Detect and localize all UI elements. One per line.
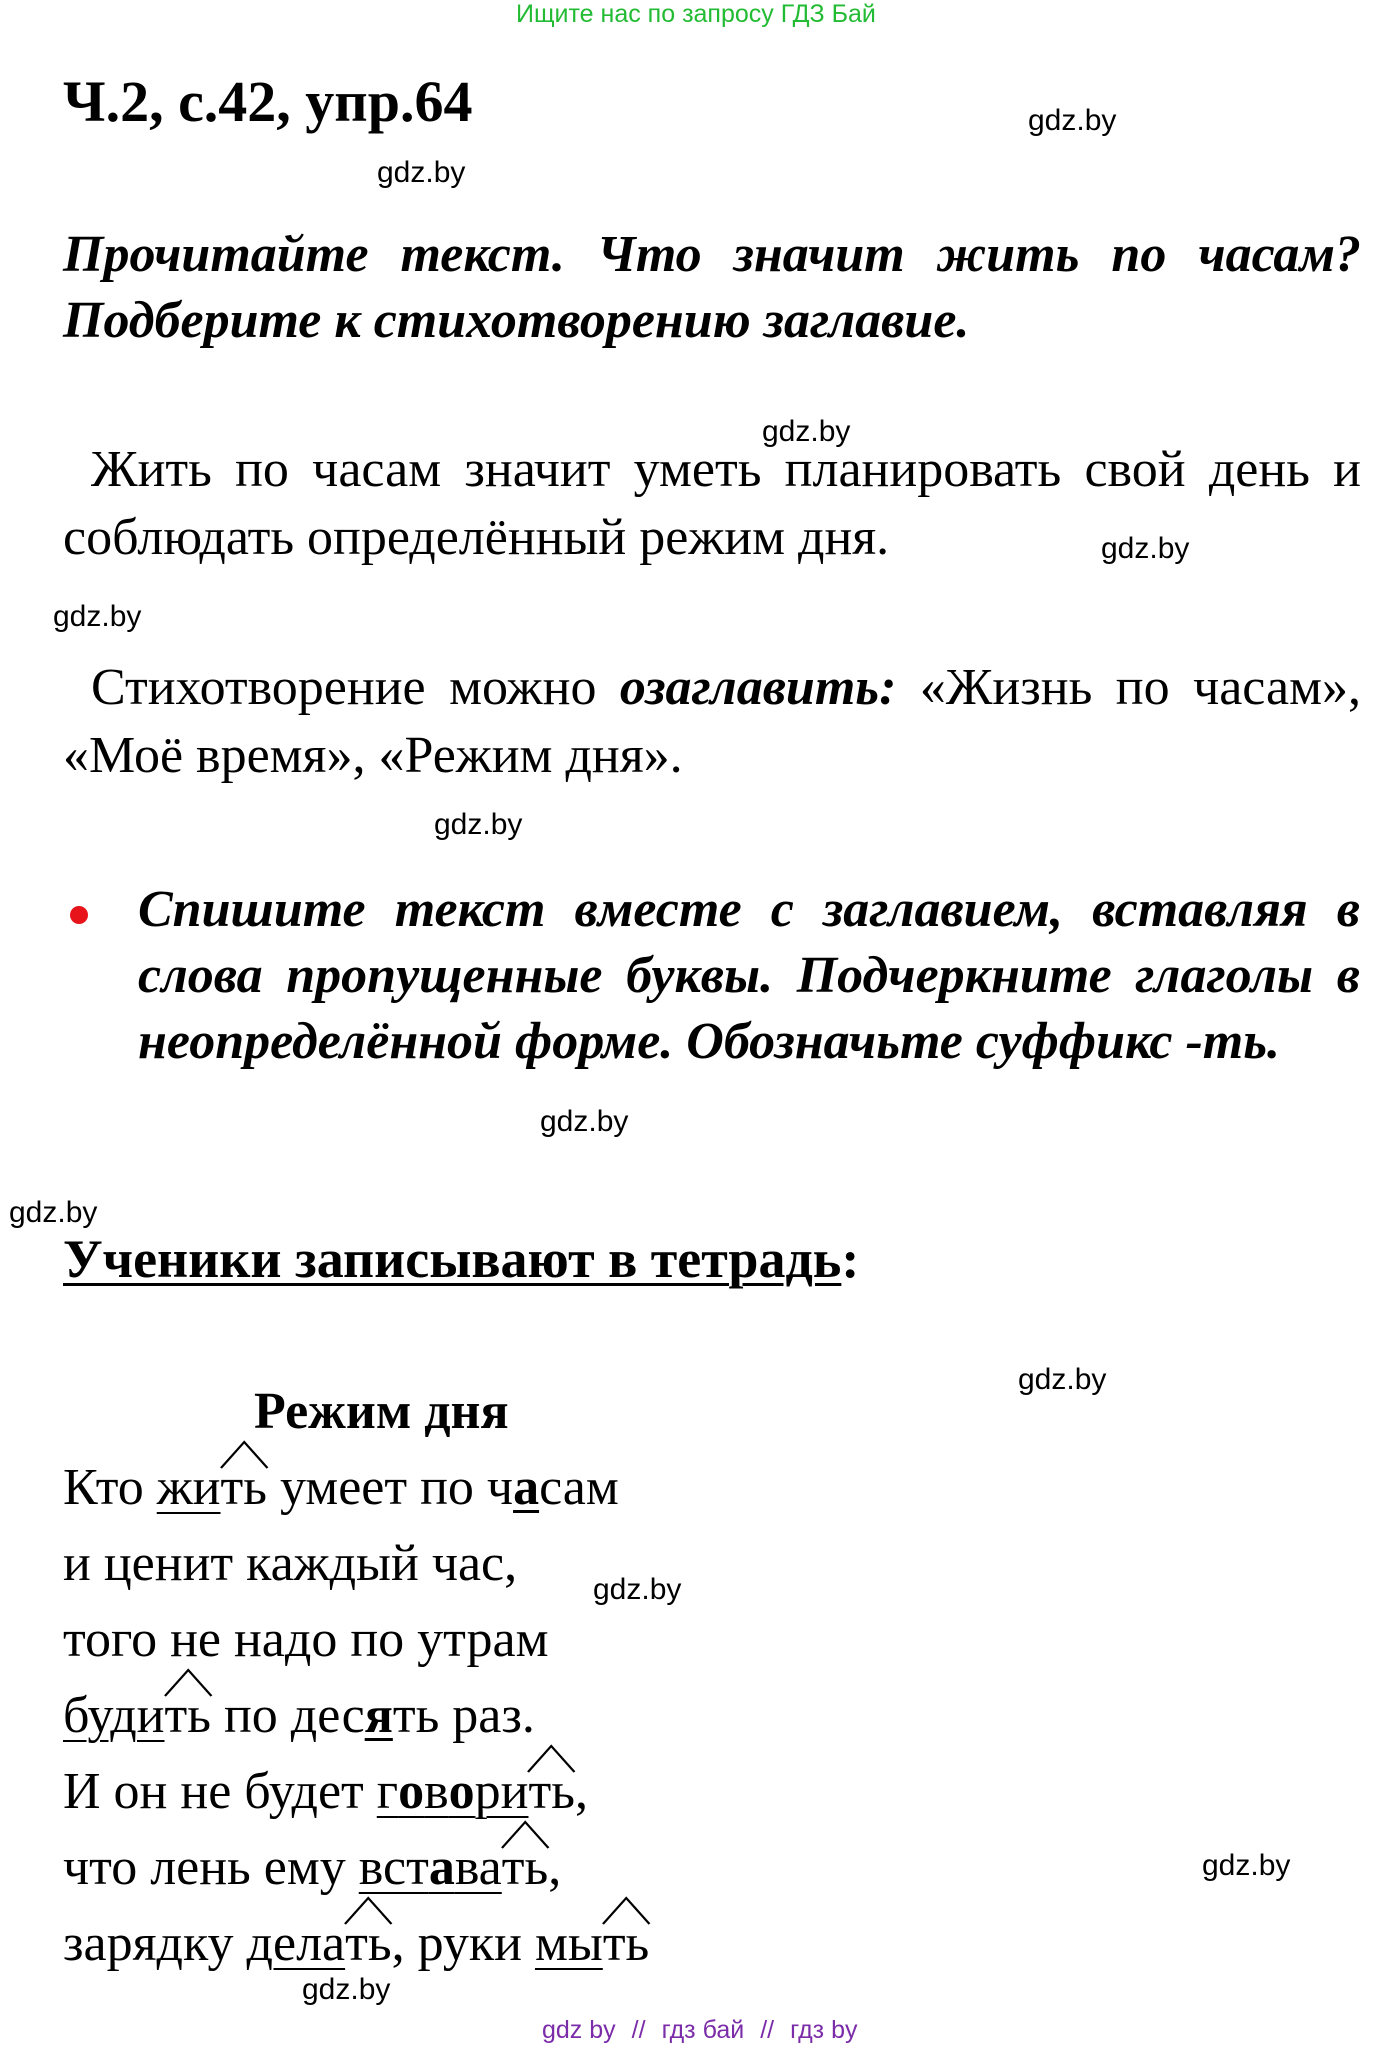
underlined-verb [247,1915,392,1972]
page-title: Ч.2, с.42, упр.64 [63,69,473,134]
poem-line-5 [63,1754,588,1830]
verb-stem: буди [63,1687,165,1744]
watermark: gdz.by [762,415,851,448]
footer-links [542,2016,858,2045]
bullet-icon [70,906,88,924]
inserted-letter: а [513,1459,540,1516]
poem-text: по дес [210,1687,365,1744]
footer-link-gdz-by[interactable]: gdz by [542,2016,616,2044]
verb-suffix: ть [602,1915,650,1972]
watermark: gdz.by [1202,1849,1291,1882]
verb-suffix: ть [345,1915,392,1972]
underlined-verb [359,1839,548,1896]
section-heading-colon: : [841,1229,860,1289]
top-banner-text: Ищите нас по запросу ГДЗ Бай [516,0,876,28]
answer-text-2-before: Стихотворение можно [91,659,597,716]
verb-stem: вст [358,1839,429,1896]
verb-stem: в [424,1763,449,1820]
poem-line-7 [63,1906,649,1982]
poem-text: сам [539,1459,619,1516]
answer-text-1: Жить по часам значит уметь планировать свой день и соблюдать определённый режим дня. [63,441,1361,566]
answer-paragraph-2 [63,654,1361,790]
suffix-mark [165,1678,211,1754]
watermark: gdz.by [434,808,523,841]
suffix-mark [528,1754,574,1830]
watermark: gdz.by [540,1105,629,1138]
verb-stem: г [376,1763,399,1820]
watermark: gdz.by [1018,1363,1107,1396]
poem-line-2: и ценит каждый час, [63,1535,518,1592]
verb-suffix: ть [164,1687,211,1744]
poem-text: И он не будет [63,1763,377,1820]
inserted-letter: а [428,1839,455,1896]
task-instruction-1: Прочитайте текст. Что значит жить по часам? Подберите к стихотворению заглавие. [63,226,1361,349]
watermark: gdz.by [593,1573,682,1606]
underlined-verb [535,1915,649,1972]
poem-text: , руки [391,1915,535,1972]
watermark: gdz.by [302,1973,391,2006]
verb-suffix: ть [528,1763,575,1820]
suffix-mark [221,1450,267,1526]
footer-separator: // [631,2016,646,2044]
poem-line-6 [63,1830,561,1906]
suffix-mark [603,1906,649,1982]
underlined-verb [377,1763,575,1820]
footer-link-gdz-bay[interactable]: гдз бай [661,2016,745,2044]
poem-title: Режим дня [254,1383,509,1440]
poem-text: зарядку [63,1915,247,1972]
answer-paragraph-1 [63,436,1361,572]
section-heading-text: Ученики записывают в тетрадь [63,1229,842,1289]
watermark: gdz.by [1101,532,1190,565]
inserted-letter: о [398,1763,425,1820]
verb-stem: дела [246,1915,346,1972]
verb-suffix: ть [501,1839,549,1896]
watermark: gdz.by [9,1196,98,1229]
footer-link-gdz-by-cyr[interactable]: гдз by [790,2016,858,2044]
answer-text-2-after: «Жизнь по часам», «Моё время», «Режим дня». [63,659,1362,784]
poem-text: ть раз. [392,1687,535,1744]
verb-stem: жи [156,1459,221,1516]
watermark: gdz.by [377,156,466,189]
suffix-mark [502,1830,548,1906]
inserted-letter: я [364,1687,393,1744]
poem-text: умеет по ч [266,1459,514,1516]
suffix-mark [345,1906,391,1982]
poem-text: , [574,1763,588,1820]
poem-text: что лень ему [63,1839,359,1896]
underlined-verb [157,1459,267,1516]
verb-stem: ва [454,1839,502,1896]
poem-line-3: того не надо по утрам [63,1611,549,1668]
poem-line-4 [63,1678,535,1754]
verb-stem: мы [534,1915,603,1972]
underlined-verb [63,1687,211,1744]
task-instruction-2: Спишите текст вместе с заглавием, вставляя в слова пропущенные буквы. Подчеркните глаголы в неопределённой форме. Обозначьте суффикс -ть. [138,881,1360,1070]
watermark: gdz.by [1028,104,1117,137]
footer-separator: // [760,2016,775,2044]
watermark: gdz.by [53,600,142,633]
verb-stem: ри [474,1763,529,1820]
section-heading [63,1228,859,1290]
poem-line-1 [63,1450,619,1526]
answer-text-2-emphasis: озаглавить: [619,659,897,716]
inserted-letter: о [448,1763,475,1820]
verb-suffix: ть [220,1459,267,1516]
poem-text: , [548,1839,562,1896]
poem-text: Кто [63,1459,157,1516]
